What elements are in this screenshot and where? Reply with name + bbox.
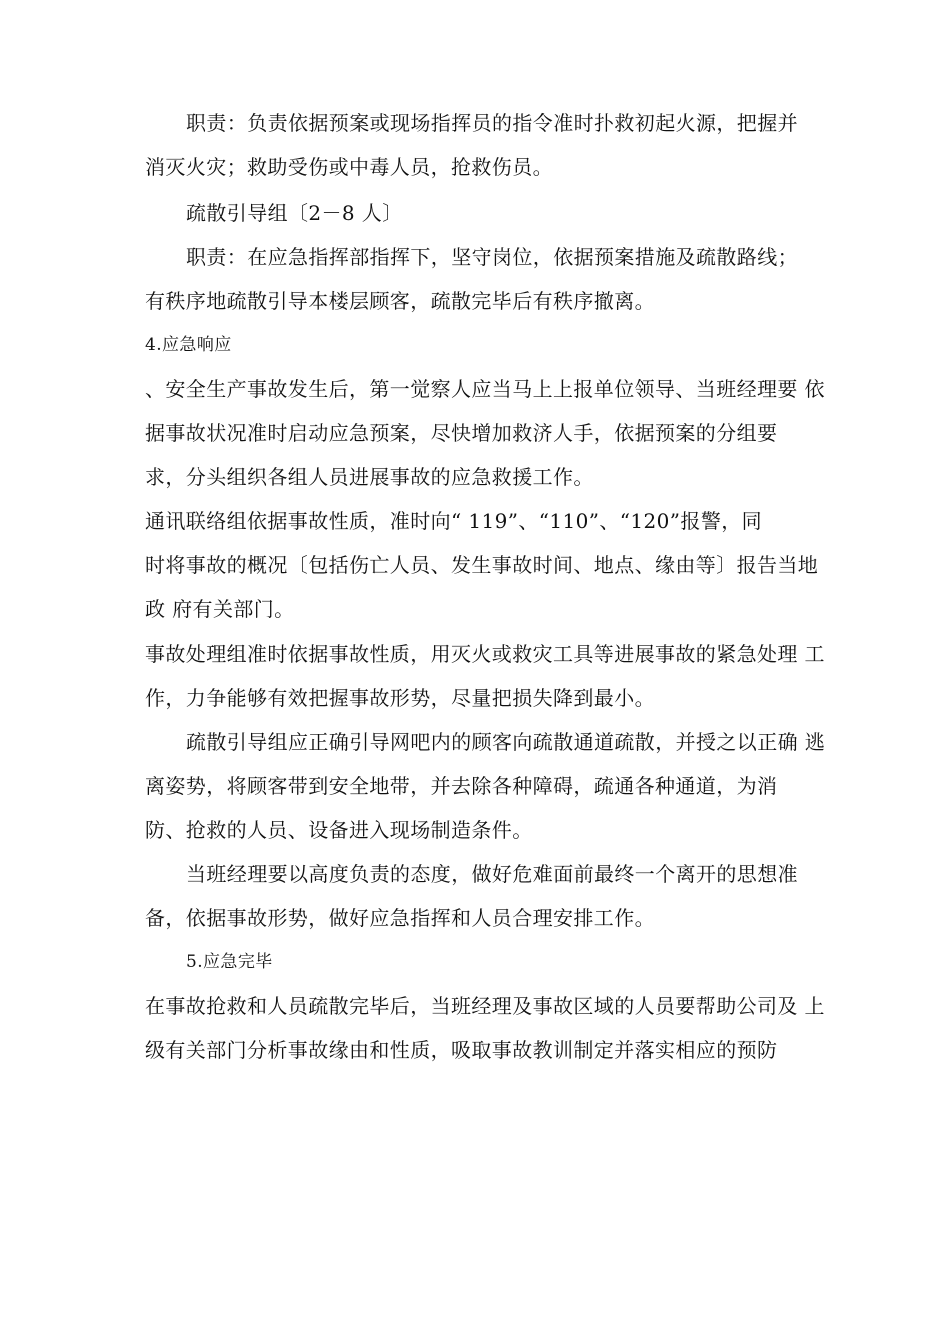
paragraph-line: 疏散引导组应正确引导网吧内的顾客向疏散通道疏散，并授之以正确 逃 [186, 730, 826, 754]
paragraph-line: 求，分头组织各组人员进展事故的应急救援工作。 [145, 465, 594, 489]
paragraph-line: 职责：负责依据预案或现场指挥员的指令准时扑救初起火源，把握并 [186, 111, 798, 135]
paragraph-line: 当班经理要以高度负责的态度，做好危难面前最终一个离开的思想准 [186, 862, 798, 886]
paragraph-line: 消灭火灾；救助受伤或中毒人员，抢救伤员。 [145, 155, 553, 179]
section-heading: 5.应急完毕 [186, 952, 273, 972]
paragraph-line: 事故处理组准时依据事故性质，用灭火或救灾工具等进展事故的紧急处理 工 [145, 642, 825, 666]
paragraph-line: 职责：在应急指挥部指挥下，坚守岗位，依据预案措施及疏散路线； [186, 245, 798, 269]
paragraph-line: 政 府有关部门。 [145, 597, 295, 621]
paragraph-line: 作，力争能够有效把握事故形势，尽量把损失降到最小。 [145, 686, 655, 710]
paragraph-line: 据事故状况准时启动应急预案，尽快增加救济人手，依据预案的分组要 [145, 421, 778, 445]
paragraph-line: 备，依据事故形势，做好应急指挥和人员合理安排工作。 [145, 906, 655, 930]
section-heading: 4.应急响应 [145, 335, 232, 355]
paragraph-line: 有秩序地疏散引导本楼层顾客，疏散完毕后有秩序撤离。 [145, 289, 655, 313]
paragraph-line: 通讯联络组依据事故性质，准时向“ 119”、“110”、“120”报警，同 [145, 509, 763, 533]
paragraph-line: 级有关部门分析事故缘由和性质，吸取事故教训制定并落实相应的预防 [145, 1038, 778, 1062]
section-heading: 疏散引导组〔2－8 人〕 [186, 201, 403, 225]
paragraph-line: 防、抢救的人员、设备进入现场制造条件。 [145, 818, 533, 842]
paragraph-line: 、安全生产事故发生后，第一觉察人应当马上上报单位领导、当班经理要 依 [145, 377, 825, 401]
paragraph-line: 在事故抢救和人员疏散完毕后，当班经理及事故区域的人员要帮助公司及 上 [145, 994, 825, 1018]
paragraph-line: 时将事故的概况〔包括伤亡人员、发生事故时间、地点、缘由等〕报告当地 [145, 553, 819, 577]
paragraph-line: 离姿势，将顾客带到安全地带，并去除各种障碍，疏通各种通道，为消 [145, 774, 778, 798]
